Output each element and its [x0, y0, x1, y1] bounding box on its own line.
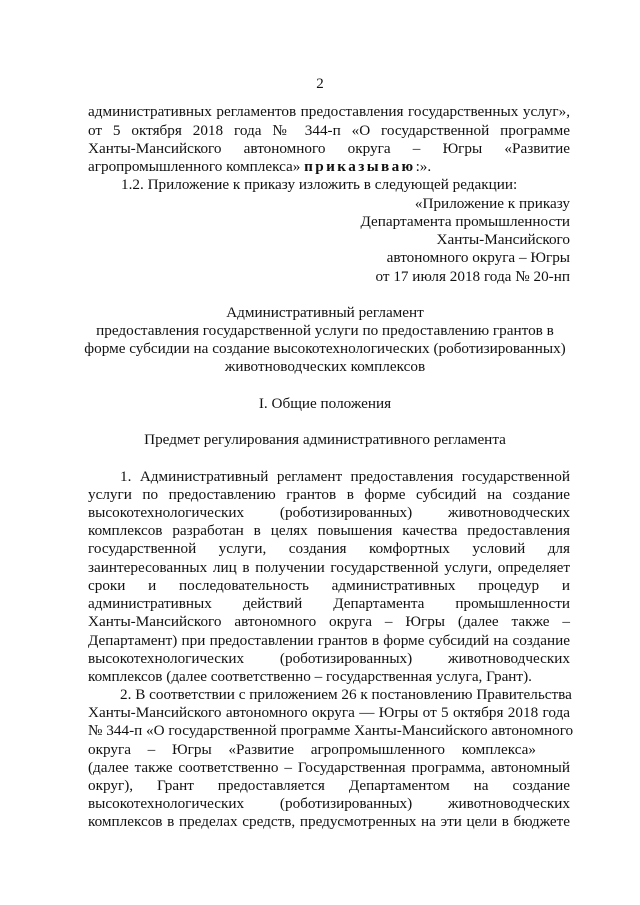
- intro-line-4: [88, 158, 570, 176]
- page-number: 2: [316, 76, 324, 92]
- para1-line-8: административных действий Департамента промышленности: [88, 595, 570, 612]
- intro-line-1: административных регламентов предоставления государственных услуг»,: [88, 103, 570, 120]
- intro-line-5: 1.2. Приложение к приказу изложить в следующей редакции:: [121, 176, 518, 193]
- para1-line-3: высокотехнологических (роботизированных) животноводческих: [88, 504, 570, 521]
- para2-line-3: № 344-п «О государственной программе Ханты-Мансийского автономного: [88, 722, 574, 739]
- para2-line-1: 2. В соответствии с приложением 26 к постановлению Правительства: [120, 686, 572, 703]
- intro-line-4-end: :».: [415, 158, 432, 175]
- para2-line-6: округ), Грант предоставляется Департаментом на создание: [88, 777, 570, 794]
- para1-line-11: высокотехнологических (роботизированных) животноводческих: [88, 650, 570, 667]
- document-title-3: форме субсидии на создание высокотехнологических (роботизированных): [84, 340, 566, 357]
- section-heading: I. Общие положения: [258, 395, 392, 412]
- intro-line-4-text: агропромышленного комплекса»: [88, 158, 305, 175]
- appendix-ref-3: Ханты-Мансийского: [436, 231, 570, 248]
- para2-line-4: округа – Югры «Развитие агропромышленного комплекса»: [88, 741, 536, 758]
- para2-line-8: комплексов в пределах средств, предусмотренных на эти цели в бюджете: [88, 813, 570, 830]
- para1-line-9: Ханты-Мансийского автономного округа – Югры (далее также –: [88, 613, 570, 630]
- appendix-ref-1: «Приложение к приказу: [414, 195, 570, 212]
- para1-line-7: сроки и последовательность административных процедур и: [88, 577, 570, 594]
- para2-line-5: (далее также соответственно – Государственная программа, автономный: [88, 759, 570, 776]
- document-title-4: животноводческих комплексов: [224, 358, 426, 375]
- document-title-1: Административный регламент: [226, 304, 424, 321]
- para1-line-5: государственной услуги, создания комфортных условий для: [88, 540, 570, 557]
- appendix-ref-5: от 17 июля 2018 года № 20-нп: [375, 268, 570, 285]
- para1-line-4: комплексов разработан в целях повышения качества предоставления: [88, 522, 570, 539]
- document-title-2: предоставления государственной услуги по предоставлению грантов в: [96, 322, 554, 339]
- para1-line-12: комплексов (далее соответственно – государственная услуга, Грант).: [88, 668, 532, 685]
- intro-line-2: от 5 октября 2018 года № 344-п «О государственной программе: [88, 122, 570, 139]
- para2-line-7: высокотехнологических (роботизированных) животноводческих: [88, 795, 570, 812]
- subsection-heading: Предмет регулирования административного регламента: [144, 431, 506, 448]
- para1-line-6: заинтересованных лиц в получении государственной услуги, определяет: [88, 559, 570, 576]
- order-word: приказываю: [304, 158, 416, 175]
- intro-line-3: Ханты-Мансийского автономного округа – Югры «Развитие: [88, 140, 570, 157]
- para2-line-2: Ханты-Мансийского автономного округа — Югры от 5 октября 2018 года: [88, 704, 570, 721]
- para1-line-2: услуги по предоставлению грантов в форме субсидий на создание: [88, 486, 570, 503]
- para1-line-1: 1. Административный регламент предоставления государственной: [120, 468, 570, 485]
- appendix-ref-2: Департамента промышленности: [360, 213, 570, 230]
- para1-line-10: Департамент) при предоставлении грантов в форме субсидий на создание: [88, 632, 570, 649]
- appendix-ref-4: автономного округа – Югры: [386, 249, 570, 266]
